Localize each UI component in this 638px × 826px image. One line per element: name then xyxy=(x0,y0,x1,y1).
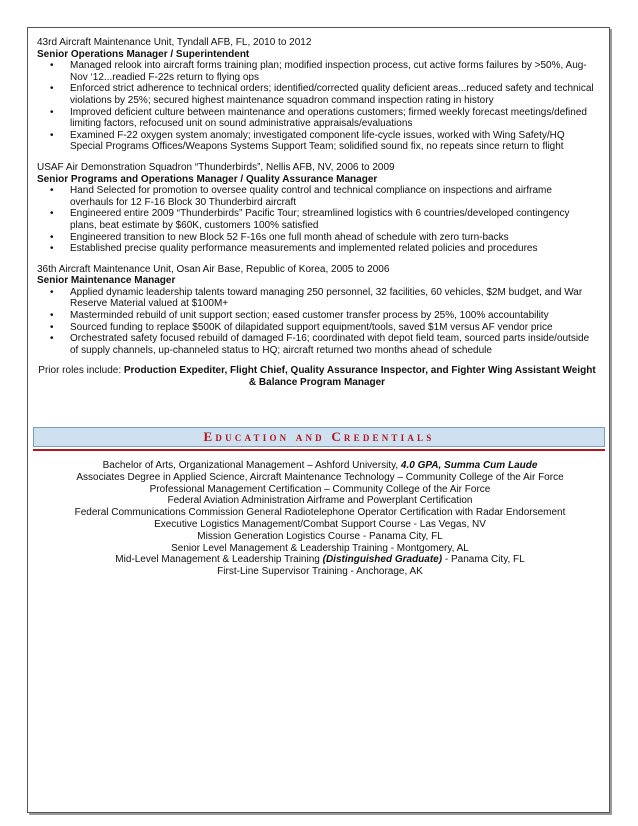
credential-text: Mid-Level Management & Leadership Training xyxy=(115,554,323,566)
bullet-item: • Sourced funding to replace $500K of dilapidated support equipment/tools, saved $1M versus AF vendor price xyxy=(70,322,597,334)
bullet-item: • Enforced strict adherence to technical orders; identified/corrected quality deficient areas...reduced safety and technical violations by 25%; secured highest maintenance squadron command inspection rating in history xyxy=(70,83,597,106)
bullet-item: • Engineered transition to new Block 52 F-16s one full month ahead of schedule with zero turn-backs xyxy=(70,232,597,244)
credential-item: Executive Logistics Management/Combat Support Course - Las Vegas, NV xyxy=(154,518,486,530)
prior-roles xyxy=(37,365,597,388)
bullet-item: • Orchestrated safety focused rebuild of damaged F-16; coordinated with depot field team, sourced parts inside/outside of supply channels, up-channeled status to HQ; aircraft returned two months ahead of schedule xyxy=(70,333,597,356)
job-entry xyxy=(37,264,597,357)
section-title: Education and Credentials xyxy=(203,429,435,444)
experience-section xyxy=(37,37,597,389)
credential-item xyxy=(37,554,603,566)
credential-honors: (Distinguished Graduate) xyxy=(322,554,443,566)
job-bullets xyxy=(37,287,597,357)
bullet-item: • Examined F-22 oxygen system anomaly; investigated component life-cycle issues, worked with Wing Safety/HQ Special Programs Offices/Weapons Systems Support Team; solidified sound fix, no repeats since return to flight xyxy=(70,130,597,153)
credential-item: First-Line Supervisor Training - Anchorage, AK xyxy=(217,566,423,578)
credential-item: Mission Generation Logistics Course - Panama City, FL xyxy=(197,530,443,542)
section-divider xyxy=(33,449,605,451)
job-role: Senior Programs and Operations Manager / Quality Assurance Manager xyxy=(37,173,378,185)
credential-item: Senior Level Management & Leadership Training - Montgomery, AL xyxy=(171,542,469,554)
job-role: Senior Operations Manager / Superintendent xyxy=(37,48,250,60)
bullet-item: • Established precise quality performance measurements and implemented related policies and procedures xyxy=(70,243,597,255)
credential-text: Bachelor of Arts, Organizational Management – Ashford University, xyxy=(102,460,401,471)
bullet-item: • Improved deficient culture between maintenance and operations customers; firmed weekly forecast meetings/defined limiting factors, refocused unit on sound administrative appraisals/evaluations xyxy=(70,107,597,130)
job-bullets xyxy=(37,60,597,153)
job-entry xyxy=(37,37,597,153)
bullet-item: • Hand Selected for promotion to oversee quality control and technical compliance on inspections and airframe overhauls for 12 F-16 Block 30 Thunderbird aircraft xyxy=(70,185,597,208)
bullet-item: • Masterminded rebuild of unit support section; eased customer transfer process by 25%, 100% accountability xyxy=(70,310,597,322)
credential-item: Associates Degree in Applied Science, Aircraft Maintenance Technology – Community College of the Air Force xyxy=(76,471,564,483)
job-org: 36th Aircraft Maintenance Unit, Osan Air Base, Republic of Korea, 2005 to 2006 xyxy=(37,263,390,275)
credential-item: Federal Aviation Administration Airframe and Powerplant Certification xyxy=(167,495,473,507)
prior-roles-lead: Prior roles include: xyxy=(38,365,124,377)
job-role: Senior Maintenance Manager xyxy=(37,275,176,287)
job-org: 43rd Aircraft Maintenance Unit, Tyndall AFB, FL, 2010 to 2012 xyxy=(37,37,312,48)
credential-item xyxy=(37,460,603,472)
credential-honors: 4.0 GPA, Summa Cum Laude xyxy=(400,460,538,471)
credential-item: Federal Communications Commission General Radiotelephone Operator Certification with Radar Endorsement xyxy=(74,507,566,519)
job-entry xyxy=(37,162,597,255)
bullet-item: • Managed relook into aircraft forms training plan; modified inspection process, cut active forms failures by >50%, Aug-Nov ‘12...readied F-22s return to flying ops xyxy=(70,60,597,83)
credential-item: Professional Management Certification – Community College of the Air Force xyxy=(149,483,491,495)
job-org: USAF Air Demonstration Squadron “Thunderbirds”, Nellis AFB, NV, 2006 to 2009 xyxy=(37,161,395,173)
education-header xyxy=(33,427,605,447)
prior-roles-list: Production Expediter, Flight Chief, Quality Assurance Inspector, and Fighter Wing Assistant Weight & Balance Program Manager xyxy=(123,365,596,389)
bullet-item: • Engineered entire 2009 “Thunderbirds” Pacific Tour; streamlined logistics with 6 countries/developed contingency plans, beat estimate by $60K, customers 100% satisfied xyxy=(70,208,597,231)
job-bullets xyxy=(37,185,597,255)
credential-location: - Panama City, FL xyxy=(442,554,525,566)
bullet-item: • Applied dynamic leadership talents toward managing 250 personnel, 32 facilities, 60 vehicles, $2M budget, and War Reserve Material valued at $100M+ xyxy=(70,287,597,310)
education-list xyxy=(37,460,603,578)
